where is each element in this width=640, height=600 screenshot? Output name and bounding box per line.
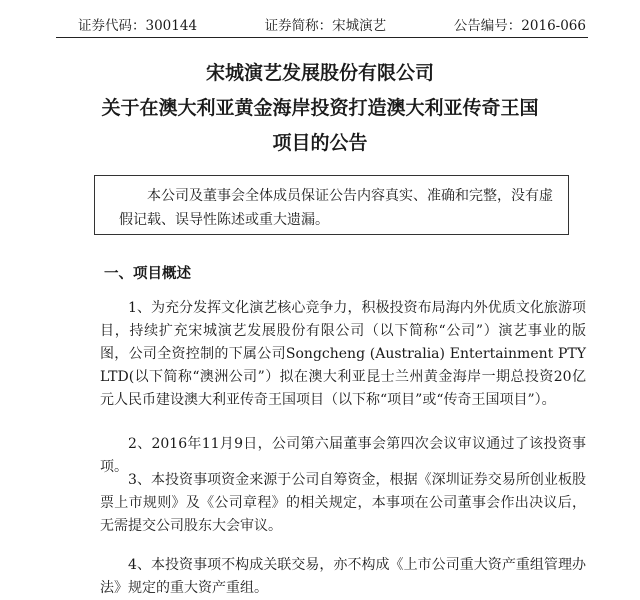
paragraph-4 (100, 554, 586, 600)
document-title (0, 56, 640, 161)
company-name: 宋城演艺发展股份有限公司 (205, 62, 434, 84)
section-heading: 一、项目概述 (104, 265, 191, 282)
stock-abbreviation: 证券简称：宋城演艺 (264, 18, 387, 34)
announcement-number: 公告编号：2016-066 (453, 18, 586, 34)
paragraph-text: 3、本投资事项资金来源于公司自筹资金，根据《深圳证券交易所创业板股票上市规则》及《公司章程》的相关规定，本事项在公司董事会作出决议后，无需提交公司股东大会审议。 (100, 472, 586, 534)
disclaimer-text: 本公司及董事会全体成员保证公告内容真实、准确和完整，没有虚假记载、误导性陈述或重大遗漏。 (119, 188, 553, 228)
document-header (78, 14, 586, 34)
title-line-2: 项目的公告 (272, 132, 368, 154)
stock-code: 证券代码：300144 (78, 18, 198, 34)
paragraph-3 (100, 469, 586, 538)
paragraph-text: 2、2016年11月9日，公司第六届董事会第四次会议审议通过了该投资事项。 (100, 436, 586, 475)
disclaimer-box (94, 175, 569, 235)
title-line-1: 关于在澳大利亚黄金海岸投资打造澳大利亚传奇王国 (101, 97, 539, 119)
paragraph-text: 1、为充分发挥文化演艺核心竞争力，积极投资布局海内外优质文化旅游项目，持续扩充宋城演艺发展股份有限公司（以下简称“公司”）演艺事业的版图，公司全资控制的下属公司Songcheng (Australia) Entertainment PTY LTD(以下简称“澳洲公司”）拟在澳大利亚昆士兰州黄金海岸一期总投资20亿元人民币建设澳大利亚传奇王国项目（以下称“项目”或“传奇王国项目”）。 (100, 300, 587, 408)
header-divider (56, 37, 588, 38)
paragraph-1 (100, 297, 586, 412)
paragraph-text: 4、本投资事项不构成关联交易，亦不构成《上市公司重大资产重组管理办法》规定的重大资产重组。 (100, 557, 586, 596)
